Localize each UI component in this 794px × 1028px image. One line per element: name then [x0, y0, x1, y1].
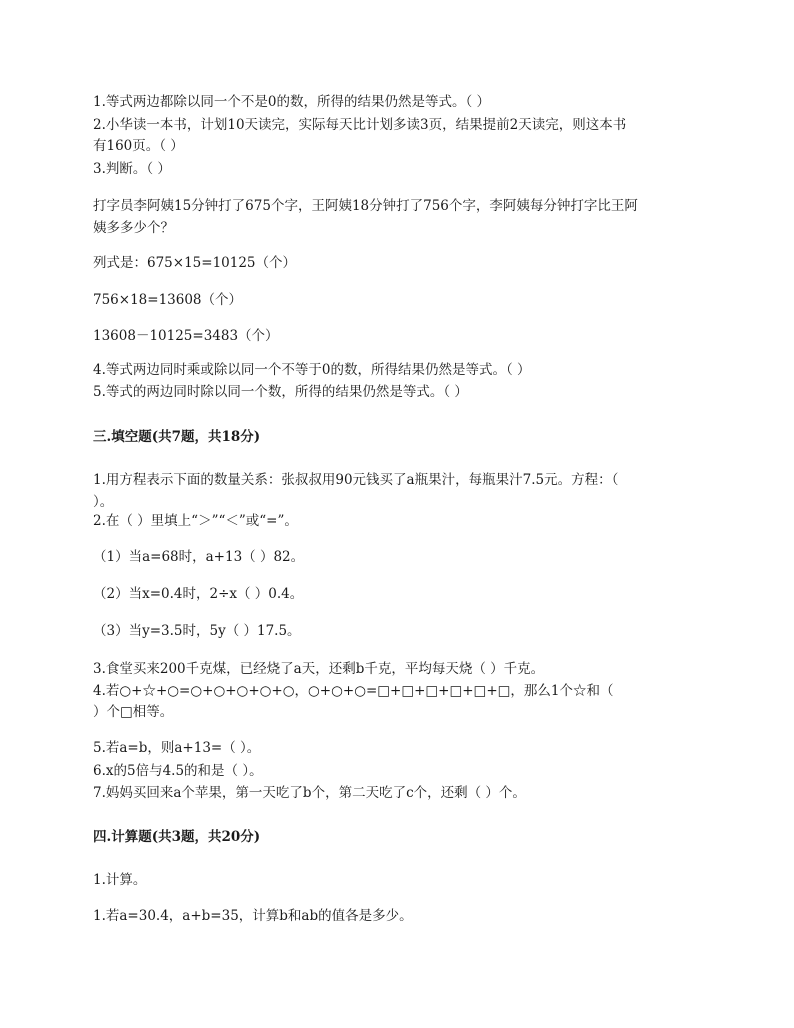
fill-question-2: 2.在（ ）里填上“＞”“＜”或“=”。: [93, 513, 298, 529]
tf-question-3-formula-1: 列式是：675×15=10125（个）: [93, 255, 297, 271]
tf-question-3-text-line-1: 打字员李阿姨15分钟打了675个字，王阿姨18分钟打了756个字，李阿姨每分钟打字比王阿: [93, 198, 638, 214]
fill-question-4-line-1: 4.若○+☆+○=○+○+○+○+○，○+○+○=□+□+□+□+□+□，那么1个☆和（: [93, 683, 614, 699]
fill-question-2-part-3: （3）当y=3.5时，5y（ ）17.5。: [93, 623, 301, 639]
fill-question-1-line-2: ）。: [93, 494, 114, 510]
fill-question-2-part-1: （1）当a=68时，a+13（ ）82。: [93, 549, 305, 565]
fill-question-2-part-2: （2）当x=0.4时，2÷x（ ）0.4。: [93, 586, 304, 602]
section-heading-fill-blank: 三.填空题(共7题，共18分): [93, 429, 261, 445]
tf-question-3-formula-2: 756×18=13608（个）: [93, 292, 243, 308]
tf-question-3: 3.判断。（ ）: [93, 161, 171, 177]
tf-question-1: 1.等式两边都除以同一个不是0的数，所得的结果仍然是等式。（ ）: [93, 94, 491, 110]
section-heading-calculation: 四.计算题(共3题，共20分): [93, 829, 261, 845]
calc-question-1: 1.计算。: [93, 872, 147, 888]
tf-question-2-line-1: 2.小华读一本书，计划10天读完，实际每天比计划多读3页，结果提前2天读完，则这本书: [93, 117, 627, 133]
fill-question-4-line-2: ）个□相等。: [93, 704, 174, 720]
calc-question-1-sub: 1.若a=30.4，a+b=35，计算b和ab的值各是多少。: [93, 908, 413, 924]
tf-question-5: 5.等式的两边同时除以同一个数，所得的结果仍然是等式。（ ）: [93, 384, 468, 400]
tf-question-3-text-line-2: 姨多多少个？: [93, 220, 174, 236]
tf-question-3-formula-3: 13608－10125=3483（个）: [93, 328, 279, 344]
fill-question-5: 5.若a=b，则a+13=（ ）。: [93, 740, 261, 756]
fill-question-1-line-1: 1.用方程表示下面的数量关系：张叔叔用90元钱买了a瓶果汁，每瓶果汁7.5元。方程：（: [93, 472, 619, 488]
fill-question-6: 6.x的5倍与4.5的和是（ ）。: [93, 763, 263, 779]
tf-question-4: 4.等式两边同时乘或除以同一个不等于0的数，所得结果仍然是等式。（ ）: [93, 362, 531, 378]
tf-question-2-line-2: 有160页。（ ）: [93, 138, 184, 154]
fill-question-7: 7.妈妈买回来a个苹果，第一天吃了b个，第二天吃了c个，还剩（ ）个。: [93, 785, 526, 801]
fill-question-3: 3.食堂买来200千克煤，已经烧了a天，还剩b千克，平均每天烧（ ）千克。: [93, 661, 545, 677]
